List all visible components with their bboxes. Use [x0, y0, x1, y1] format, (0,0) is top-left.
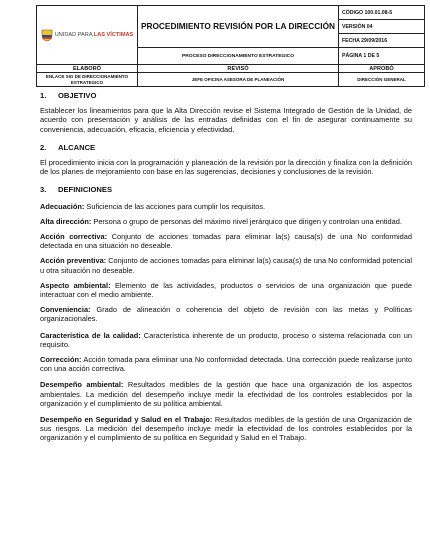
section-heading-definiciones: 3. DEFINICIONES [40, 185, 113, 195]
definition-term: Alta dirección: [40, 216, 92, 226]
definition-item [40, 217, 412, 226]
document-body [40, 88, 412, 443]
section-heading-objetivo: 1. OBJETIVO [40, 91, 97, 100]
unidad-victimas-logo [37, 29, 137, 42]
definition-text: Acción tomada para eliminar una No conformidad detectada. Una corrección puede realizarse junto con una acción correctiva. [40, 355, 412, 374]
definition-text: Característica inherente de un producto, proceso o sistema relacionada con un requisito. [40, 330, 412, 349]
definition-term: Conveniencia: [40, 305, 91, 315]
definition-item [40, 331, 412, 349]
alcance-text: El procedimiento inicia con la programación y planeación de la revisión por la dirección y finaliza con la definición de los planes de mejoramiento con base en las sugerencias, decisiones y conclusiones de la revisión. [40, 158, 412, 177]
coat-of-arms-icon [41, 29, 53, 42]
pagina-field: PÁGINA 1 DE 5 [339, 48, 425, 65]
definition-term: Desempeño ambiental: [40, 380, 124, 390]
elaboro-value: ENLACE SIG DE DIRECCIONAMIENTO ESTRATEGICO [37, 73, 138, 87]
logo-text: UNIDAD PARA LAS VÍCTIMAS [54, 32, 134, 38]
definition-term: Acción correctiva: [40, 232, 108, 242]
aprobo-header: APROBÓ [339, 65, 425, 73]
section-heading-alcance: 2. ALCANCE [40, 142, 96, 152]
definition-text: Persona o grupo de personas del máximo nivel jerárquico que dirigen y controlan una entidad. [91, 216, 402, 226]
definition-item [40, 256, 412, 274]
definitions-list [40, 202, 412, 443]
elaboro-header: ELABORÓ [37, 65, 138, 73]
definition-text: Resultados medibles de la gestión que hace una organización de los aspectos ambientales. La medición del desempeño incluye medir la efectividad de los controles establecidos por la organización y el cumplimiento de su política ambiental. [40, 380, 412, 408]
definition-item [40, 305, 412, 323]
definition-text: Resultados medibles de la gestión de una Organización de sus riesgos. La medición del desempeño incluye medir la efectividad de los controles establecidos por la organización y el cumplimiento de su política en Seguridad y Salud en el Trabajo. [40, 415, 412, 443]
definition-text: Conjunto de acciones tomadas para eliminar la(s) causa(s) de una No conformidad detectada en una situación no deseable. [40, 232, 412, 251]
definition-term: Adecuación: [40, 201, 85, 211]
document-header-table [36, 5, 425, 87]
reviso-header: REVISÓ [138, 65, 339, 73]
definition-term: Acción preventiva: [40, 256, 107, 266]
aprobo-value: DIRECCIÓN GENERAL [339, 73, 425, 87]
definition-term: Desempeño en Seguridad y Salud en el Trabajo: [40, 415, 213, 425]
definition-item [40, 232, 412, 250]
codigo-field: CÓDIGO 100.01.08-5 [339, 6, 425, 20]
definition-text: Grado de alineación o coherencia del objeto de revisión con las metas y Políticas organizacionales. [40, 305, 412, 324]
definition-item [40, 202, 412, 211]
fecha-field: FECHA 29/09/2016 [339, 34, 425, 48]
version-field: VERSIÓN 04 [339, 20, 425, 34]
definition-term: Corrección: [40, 355, 82, 365]
definition-term: Característica de la calidad: [40, 330, 141, 340]
definition-item [40, 355, 412, 373]
document-title: PROCEDIMIENTO REVISIÓN POR LA DIRECCIÓN [138, 6, 339, 48]
definition-text: Suficiencia de las acciones para cumplir los requisitos. [84, 201, 266, 211]
definition-term: Aspecto ambiental: [40, 280, 111, 290]
definition-item [40, 281, 412, 299]
process-name: PROCESO DIRECCIONAMIENTO ESTRATEGICO [138, 48, 339, 65]
definition-item [40, 415, 412, 443]
definition-text: Elemento de las actividades, productos o servicios de una organización que puede interactuar con el medio ambiente. [40, 280, 412, 300]
logo-cell [37, 6, 138, 65]
reviso-value: JEFE OFICINA ASESORA DE PLANEACIÓN [138, 73, 339, 87]
definition-text: Conjunto de acciones tomadas para eliminar la(s) causa(s) de una No conformidad potencial u otra situación no deseable. [40, 256, 412, 275]
objetivo-text: Establecer los lineamientos para que la Alta Dirección revise el Sistema Integrado de Gestión de la Unidad, de acuerdo con presentación y análisis de las entradas definidas con el fin de asegurar continuamente su conveniencia, adecuación, eficacia, eficiencia y efectividad. [40, 106, 412, 134]
definition-item [40, 380, 412, 408]
